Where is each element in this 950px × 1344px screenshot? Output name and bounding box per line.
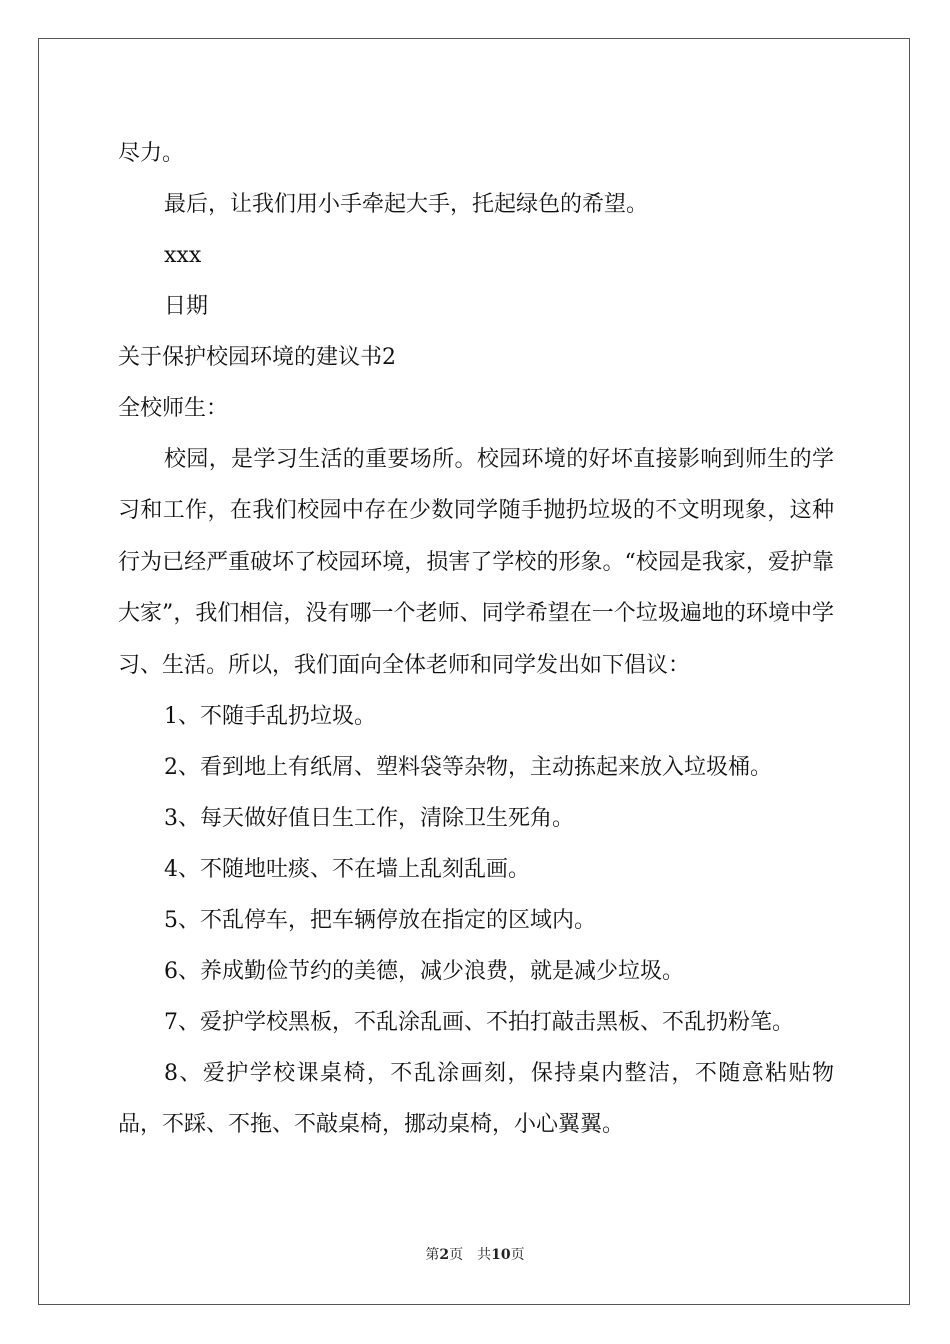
section-title: 关于保护校园环境的建议书2 [118, 345, 396, 370]
list-item: 6、养成勤俭节约的美德，减少浪费，就是减少垃圾。 [164, 959, 684, 985]
list-item-paragraph: 8、爱护学校课桌椅，不乱涂画刻，保持桌内整洁，不随意粘贴物品，不踩、不拖、不敲桌椅，挪动桌椅，小心翼翼。 [118, 1061, 834, 1138]
closing-sentence: 最后，让我们用小手牵起大手，托起绿色的希望。 [164, 192, 649, 217]
list-item: 2、看到地上有纸屑、塑料袋等杂物，主动拣起来放入垃圾桶。 [164, 755, 772, 781]
total-page-number: 10 [491, 1247, 511, 1263]
text-line: 尽力。 [118, 141, 185, 166]
footer-suffix: 页 [510, 1247, 525, 1263]
page-footer [0, 1244, 950, 1264]
signature: xxx [164, 243, 202, 268]
document-body [118, 128, 834, 1151]
salutation: 全校师生： [118, 396, 229, 421]
list-item: 4、不随地吐痰、不在墙上乱刻乱画。 [164, 857, 530, 883]
date-label: 日期 [164, 294, 209, 319]
list-item: 5、不乱停车，把车辆停放在指定的区域内。 [164, 908, 596, 934]
list-item: 1、不随手乱扔垃圾。 [164, 704, 376, 730]
list-item: 3、每天做好值日生工作，清除卫生死角。 [164, 806, 574, 832]
footer-mid: 页 共 [449, 1247, 492, 1263]
current-page-number: 2 [439, 1247, 450, 1263]
list-item: 7、爱护学校黑板，不乱涂乱画、不拍打敲击黑板、不乱扔粉笔。 [164, 1010, 794, 1036]
footer-prefix: 第 [425, 1247, 440, 1263]
main-paragraph: 校园，是学习生活的重要场所。校园环境的好坏直接影响到师生的学习和工作，在我们校园中存在少数同学随手抛扔垃圾的不文明现象，这种行为已经严重破坏了校园环境，损害了学校的形象。“校园是我家，爱护靠大家”，我们相信，没有哪一个老师、同学希望在一个垃圾遍地的环境中学习、生活。所以，我们面向全体老师和同学发出如下倡议： [118, 447, 834, 678]
